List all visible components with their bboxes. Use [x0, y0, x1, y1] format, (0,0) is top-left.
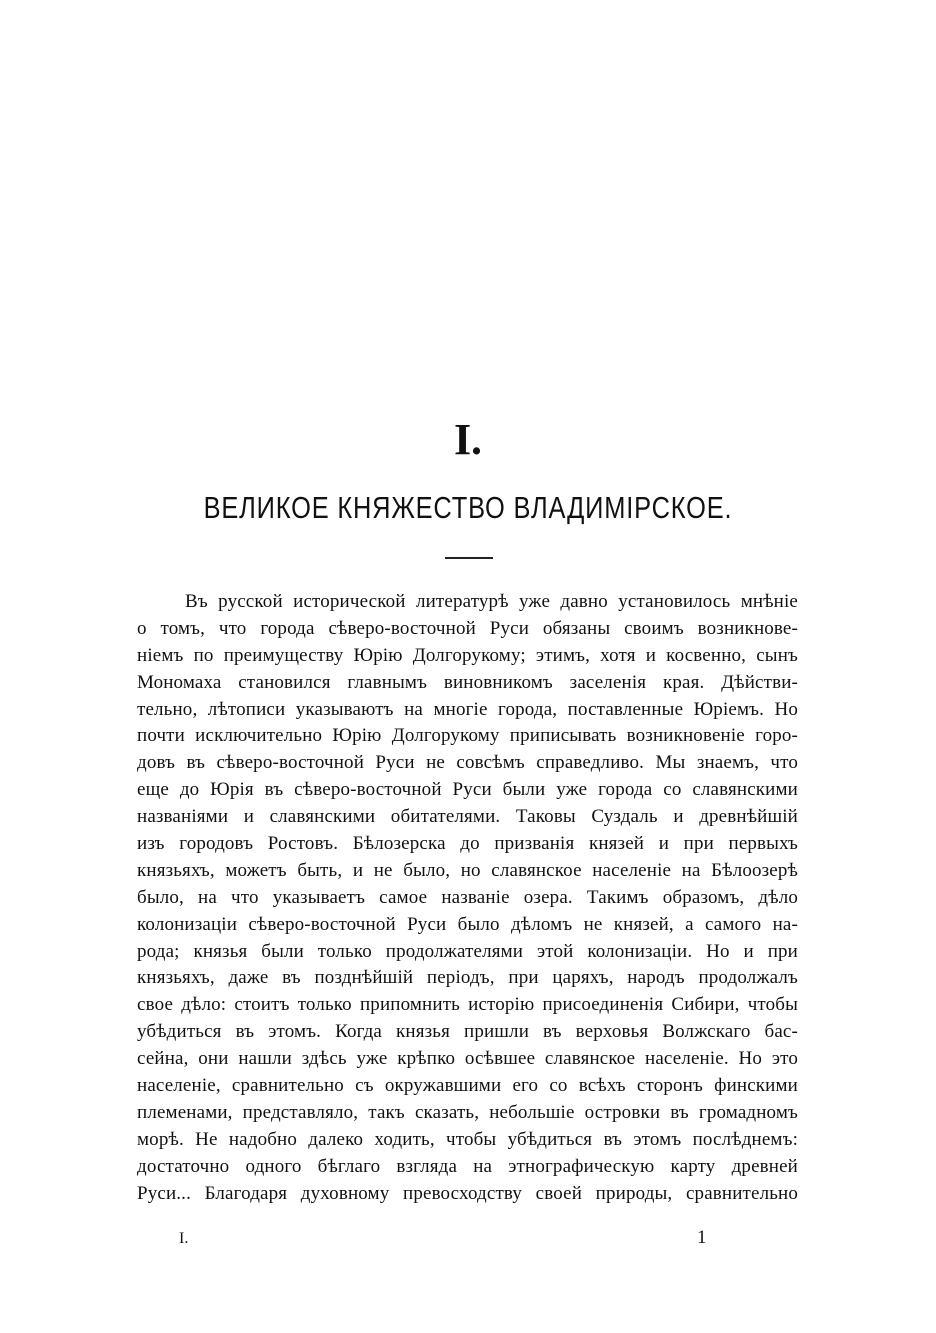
text-line: племенами, представляло, такъ сказать, небольшіе островки въ громадномъ — [137, 1101, 798, 1123]
text-line: князьяхъ, можетъ быть, и не было, но славянское населеніе на Бѣлоозерѣ — [137, 859, 798, 881]
text-line: ніемъ по преимуществу Юрію Долгорукому; этимъ, хотя и косвенно, сынъ — [137, 644, 798, 666]
text-line: населеніе, сравнительно съ окружавшими его со всѣхъ сторонъ финскими — [137, 1075, 798, 1097]
text-line: о томъ, что города сѣверо-восточной Руси обязаны своимъ возникнове- — [137, 617, 798, 639]
text-line: морѣ. Не надобно далеко ходить, чтобы убѣдиться въ этомъ послѣднемъ: — [137, 1128, 798, 1150]
chapter-title: ВЕЛИКОЕ КНЯЖЕСТВО ВЛАДИМІРСКОЕ. — [203, 490, 733, 525]
page-number: 1 — [697, 1227, 707, 1248]
text-line: названіями и славянскими обитателями. Таковы Суздаль и древнѣйшій — [137, 806, 798, 828]
text-line: рода; князья были только продолжателями этой колонизаціи. Но и при — [137, 940, 798, 962]
chapter-number: I. — [453, 415, 483, 464]
title-divider — [445, 557, 493, 559]
text-line: Руси... Благодаря духовному превосходству своей природы, сравнительно — [137, 1182, 798, 1204]
text-line: Въ русской исторической литературѣ уже давно установилось мнѣніе — [185, 591, 798, 612]
text-line: изъ городовъ Ростовъ. Бѣлозерска до призванія князей и при первыхъ — [137, 833, 798, 855]
text-line: убѣдиться въ этомъ. Когда князья пришли въ верховья Волжскаго бас- — [137, 1021, 798, 1043]
text-line: еще до Юрія въ сѣверо-восточной Руси были уже города со славянскими — [137, 779, 798, 801]
text-line: Мономаха становился главнымъ виновникомъ заселенія края. Дѣйстви- — [137, 671, 798, 693]
text-line: сейна, они нашли здѣсь уже крѣпко осѣвшее славянское населеніе. Но это — [137, 1048, 798, 1070]
text-line: колонизаціи сѣверо-восточной Руси было дѣломъ не князей, а самого на- — [137, 913, 798, 935]
text-line: достаточно одного бѣглаго взгляда на этнографическую карту древней — [137, 1155, 798, 1177]
text-line: довъ въ сѣверо-восточной Руси не совсѣмъ справедливо. Мы знаемъ, что — [137, 752, 798, 774]
text-line: тельно, лѣтописи указываютъ на многіе города, поставленные Юріемъ. Но — [137, 698, 798, 720]
body-text — [137, 589, 798, 1207]
text-line: свое дѣло: стоитъ только припомнить исторію присоединенія Сибири, чтобы — [137, 994, 798, 1016]
signature-mark: I. — [179, 1230, 189, 1247]
text-line: князьяхъ, даже въ позднѣйшій періодъ, при царяхъ, народъ продолжалъ — [137, 967, 798, 989]
text-line: почти исключительно Юрію Долгорукому приписывать возникновеніе горо- — [137, 725, 798, 747]
text-line: было, на что указываетъ самое названіе озера. Такимъ образомъ, дѣло — [137, 886, 798, 908]
